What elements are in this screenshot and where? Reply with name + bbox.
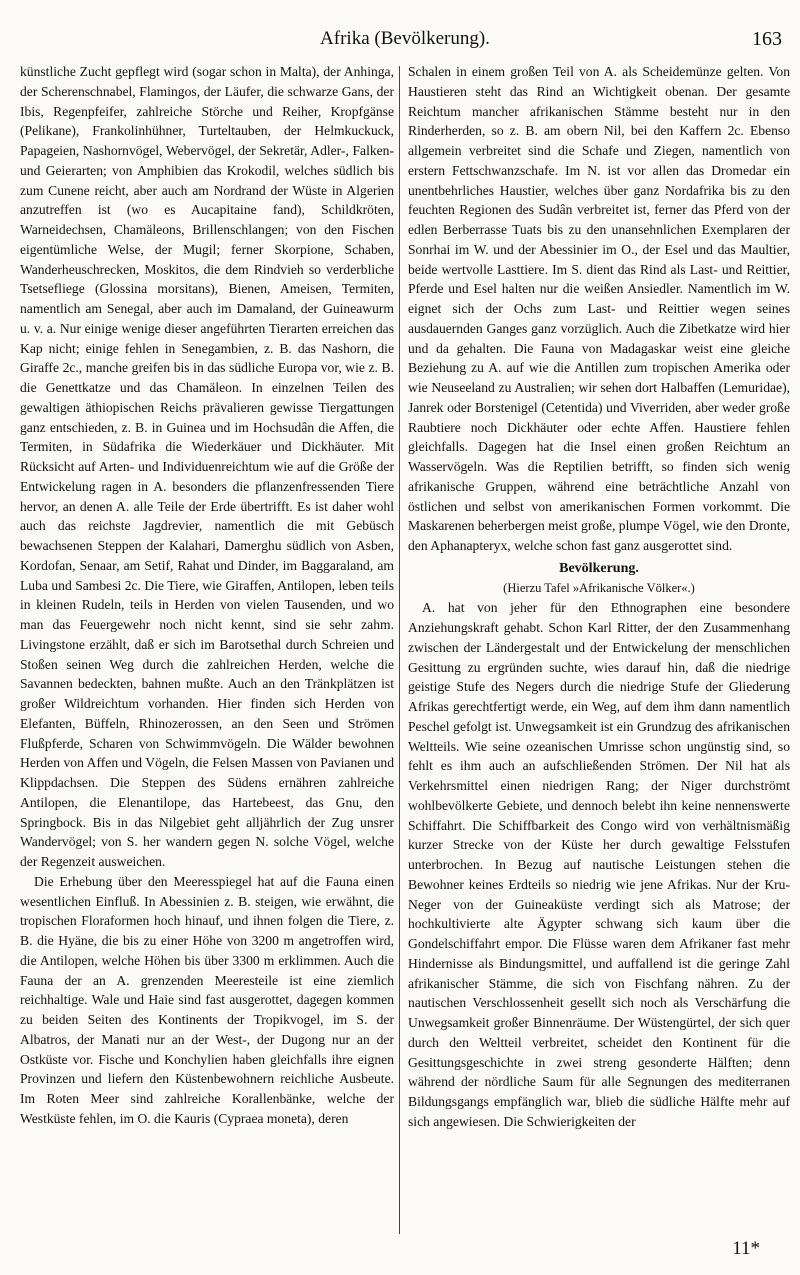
paragraph: künstliche Zucht gepflegt wird (sogar schon in Malta), der Anhinga, der Scherenschnabel, Flamingos, der Läufer, die schwarze Gans, der Ibis, Regenpfeifer, zahlreiche Störche und Reiher, Kropfgänse (Pelikane), Frankolinhühner, Turteltauben, der Helmkuckuck, Papageien, Nashornvögel, Webervögel, der Sekretär, Adler-, Falken- und Geierarten; von Amphibien das Krokodil, welches südlich bis zum Cunene reicht, aber auch am Nordrand der Wüste in Algerien anzutreffen ist (wo es Aucapitaine fand), Schildkröten, Warneidechsen, Chamäleons, Brillenschlangen; von den Fischen eigentümliche Welse, der Mugil; ferner Skorpione, Schaben, Wanderheuschrecken, Moskitos, die dem Rindvieh so verderbliche Tsetsefliege (Glossina morsitans), Bienen, Ameisen, Termiten, namentlich am Senegal, aber auch im Damaland, der Guineawurm u. v. a. Nur einige wenige dieser angeführten Tierarten erreichen das Kap nicht; einige fehlen in Senegambien, z. B. das Nashorn, die Giraffe 2c., manche greifen bis in das südliche Europa vor, wie z. B. die Genettkatze und das Chamäleon. In einzelnen Teilen des gewaltigen äthiopischen Reichs prävalieren gewisse Tiergattungen ganz entschieden, z. B. in Guinea und im Hochsudân die Affen, die Termiten, in Südafrika die Wiederkäuer und Dickhäuter. Mit Rücksicht auf Arten- und Individuenreichtum wie auf die Größe der Entwickelung ragen in A. besonders die pflanzenfressenden Tiere hervor, an denen A. alle Teile der Erde übertrifft. Es ist daher wohl auch das reichste Jagdrevier, namentlich die mit Gebüsch bewachsenen Steppen der Kalahari, Damerghu südlich von Asben, Kordofan, Senaar, am Setif, Rahat und Dinder, im Baggaraland, am Luba und Sambesi 2c. Die Tiere, wie Giraffen, Antilopen, leben teils in kleinen Rudeln, teils in Herden von vielen Tausenden, und wo man das Feuergewehr noch nicht kennt, sind sie sehr zahm. Livingstone erzählt, daß er sich im Barotsethal durch Schreien und Stoßen seinen Weg durch die zahlreichen Herden, welche die Savannen bedeckten, bahnen mußte. Auch an den Tränkplätzen ist großer Wildreichtum vorhanden. Hier finden sich Herden von Elefanten, Büffeln, Rhinozerossen, an den Seen und Strömen Flußpferde, Scharen von Schwimmvögeln. Die Wälder bewohnen Herden von Affen und Vögeln, die Felsen Massen von Pavianen und Klippdachsen. Die Steppen des Südens ernähren zahlreiche Antilopen, die Elenantilope, das Hartebeest, das Gnu, den Springbock. Bis in das Nilgebiet geht alljährlich der Zug unsrer Wandervögel; von S. her wandern gegen N. solche Vögel, welche der Regenzeit ausweichen. <box>20 64 394 869</box>
section-heading: Bevölkerung. <box>559 560 639 576</box>
paragraph: A. hat von jeher für den Ethnographen eine besondere Anziehungskraft gehabt. Schon Karl Ritter, der den Zusammenhang zwischen der Ländergestalt und der Entwickelung der menschlichen Gesittung zu ergründen suchte, wies darauf hin, daß die niedrige geistige Stufe des Negers durch die niedrige Stufe der Gliederung Afrikas gerechtfertigt werde, ein Weg, auf dem ihm dann namentlich Peschel gefolgt ist. Unwegsamkeit ist ein Grundzug des afrikanischen Weltteils. Wie seine ozeanischen Umrisse schon ungünstig sind, so fehlt es ihm auch an aufschließenden Strömen. Der Nil hat als Verkehrsmittel einen niedrigen Rang; der Niger durchströmt wohlbevölkerte Gebiete, und dennoch belebt ihn keine nennenswerte Schiffahrt. Die Schiffbarkeit des Congo wird von verhältnismäßig kurzer Strecke von der Küste her durch gewaltige Felsstufen unterbrochen. In Bezug auf nautische Leistungen stehen die Bewohner keines Erdteils so niedrig wie jene Afrikas. Nur der Kru-Neger von der Guineaküste verdingt sich als Matrose; der hochkultivierte alte Ägypter schwang sich kaum über die Gondelschiffahrt empor. Die Flüsse waren dem Afrikaner fast mehr Hindernisse als Bindungsmittel, und auffallend ist die geringe Zahl afrikanischer Stämme, die sich von Fischfang nähren. Zu der nautischen Verschlossenheit gesellt sich noch als Verschärfung die Unwegsamkeit großer Binnenräume. Der Wüstengürtel, der sich quer durch den Weltteil verbreitet, scheidet den Kontinent für die Gesittungsgeschichte in zwei streng gesonderte Hälften; denn während der nördliche Saum für alle Segnungen des mediterranen Bildungsgangs empfänglich war, blieb die südliche Hälfte mehr auf sich angewiesen. Die Schwierigkeiten der <box>408 600 790 1129</box>
column-divider <box>399 66 400 1234</box>
page-number: 163 <box>752 28 782 50</box>
left-column <box>20 62 394 1129</box>
page-header <box>20 28 790 58</box>
right-column <box>408 62 790 1132</box>
section-note: (Hierzu Tafel »Afrikanische Völker«.) <box>503 580 695 595</box>
page-title: Afrika (Bevölkerung). <box>320 28 490 49</box>
paragraph: Die Erhebung über den Meeresspiegel hat auf die Fauna einen wesentlichen Einfluß. In Abessinien z. B. steigen, wie erwähnt, die tropischen Floraformen hoch hinauf, und ihnen folgen die Tiere, z. B. die Hyäne, die bis zu einer Höhe von 3200 m angetroffen wird, die Antilopen, welche Höhen bis über 3300 m erklimmen. Auch die Fauna der an A. grenzenden Meeresteile ist eine ziemlich reichhaltige. Wale und Haie sind fast ausgerottet, dagegen kommen zu beiden Seiten des Kontinents der Tropikvogel, im S. der Albatros, der Manati nur an der West-, der Dugong nur an der Ostküste vor. Fische und Konchylien haben gleichfalls ihre eignen Provinzen und liefern den Küstenbewohnern reichliche Ausbeute. Im Roten Meer sind zahlreiche Korallenbänke, welche der Westküste fehlen, im O. die Kauris (Cypraea moneta), deren <box>20 873 394 1126</box>
signature-mark: 11* <box>732 1238 760 1259</box>
paragraph: Schalen in einem großen Teil von A. als Scheidemünze gelten. Von Haustieren steht das Rind an Wichtigkeit obenan. Der gesamte Reichtum mancher afrikanischen Stämme besteht nur in den Rinderherden, so z. B. am obern Nil, bei den Kaffern 2c. Ebenso allgemein verbreitet sind die Schafe und Ziegen, namentlich von erstern Fettschwanzschafe. Im N. ist vor allen das Dromedar ein unentbehrliches Haustier, welches über ganz Nordafrika bis zu den feuchten Regionen des Sudân verbreitet ist, ferner das Pferd von der edlen Berberrasse Tuats bis zu den unansehnlichen Exemplaren der Sonrhai im W. und der Abessinier im O., der Esel und das Maultier, beide wertvolle Lasttiere. Im S. dient das Rind als Last- und Reittier, Pferde und Esel halten nur die weißen Ansiedler. Namentlich im W. eignet sich der Ochs zum Last- und Reittier wegen seines ausdauernden Ganges ganz vorzüglich. Auch die Zibetkatze wird hier und da gehalten. Die Fauna von Madagaskar weist eine gleiche Beziehung zu A. auf wie die Antillen zum tropischen Amerika oder wie Neuseeland zu Australien; wir sehen dort Halbaffen (Lemuridae), Janrek oder Borstenigel (Cetentida) und Viverriden, aber weder große Raubtiere noch Dickhäuter oder echte Affen. Haustiere fehlen gleichfalls. Dagegen hat die Insel einen großen Reichtum an Wasservögeln. Was die Reptilien betrifft, so finden sich wenig afrikanische Gruppen, während eine beträchtliche Anzahl von östlichen und selbst von amerikanischen Formen vorkommt. Die Maskarenen beherbergen meist große, plumpe Vögel, wie den Dronte, den Aphanapteryx, welche schon fast ganz ausgerottet sind. <box>408 64 790 553</box>
